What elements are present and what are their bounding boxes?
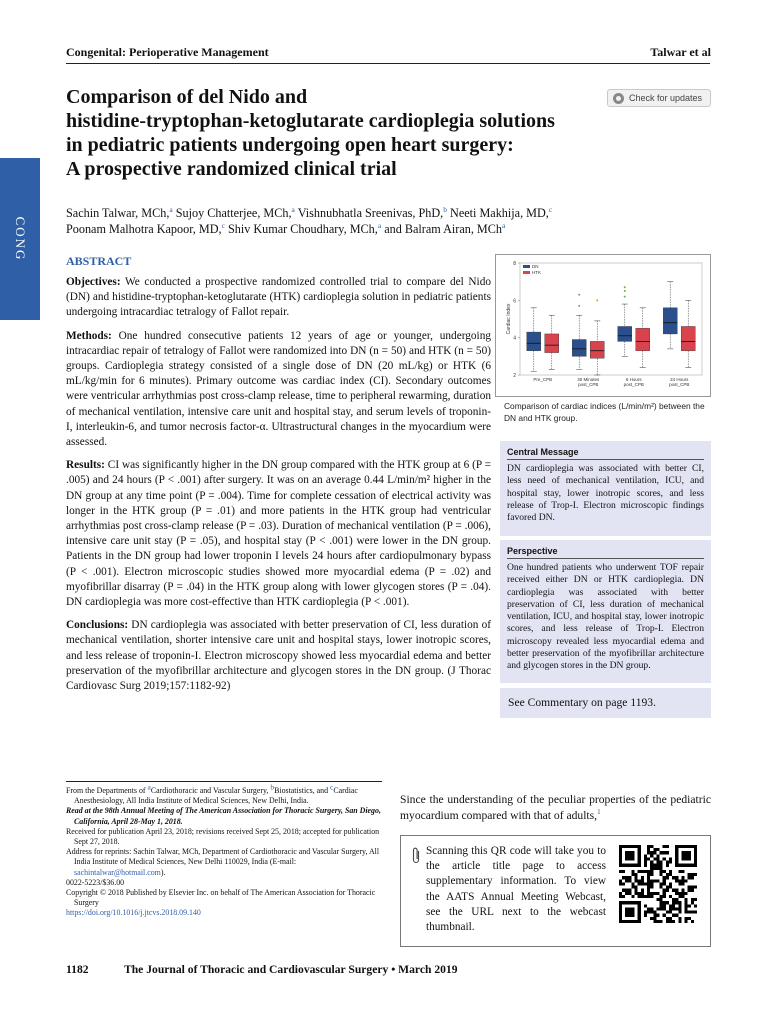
affiliation-mark: a bbox=[291, 204, 295, 214]
journal-footer: The Journal of Thoracic and Cardiovascular Surgery • March 2019 bbox=[124, 963, 458, 976]
box-htk bbox=[681, 326, 695, 350]
check-updates-icon bbox=[613, 93, 624, 104]
box-dn bbox=[663, 308, 677, 334]
section-side-tab bbox=[0, 158, 40, 320]
abstract-objectives: Objectives: We conducted a prospective randomized controlled trial to compare del Nido (DN) and histidine-tryptophan-ketoglutarate (HTK) cardioplegia solution in pediatric patients undergoing intracardiac tetralogy of Fallot repair. bbox=[66, 276, 491, 319]
check-for-updates-button[interactable] bbox=[607, 89, 711, 107]
box-plot bbox=[496, 255, 710, 396]
title-line: in pediatric patients undergoing open heart surgery: bbox=[66, 134, 514, 156]
header-rule bbox=[66, 63, 710, 64]
affiliation-mark: a bbox=[169, 204, 173, 214]
cardiac-index-chart bbox=[495, 254, 711, 397]
author: Vishnubhatla Sreenivas, PhD, bbox=[297, 206, 444, 220]
article-title bbox=[66, 85, 586, 181]
reference-mark[interactable]: 1 bbox=[597, 806, 601, 816]
y-axis-label: Cardiac Index bbox=[506, 303, 512, 335]
footnote-rule bbox=[66, 781, 382, 782]
commentary-link[interactable]: See Commentary on page 1193. bbox=[500, 688, 711, 718]
box-dn bbox=[527, 332, 541, 351]
affiliations-note: From the Departments of $^a$Cardiothoracic and Vascular Surgery, $^b$Biostatistics, and $^c$Cardiac Anesthesiology, All India Institute of Medical Sciences, New Delhi, India. bbox=[66, 782, 358, 806]
figure-caption: Comparison of cardiac indices (L/min/m²) between the DN and HTK group. bbox=[504, 401, 705, 423]
copyright-note: Copyright © 2018 Published by Elsevier Inc. on behalf of The American Association for Thoracic Surgery bbox=[66, 888, 376, 908]
qr-code-icon[interactable] bbox=[619, 845, 697, 923]
outlier-point bbox=[624, 296, 626, 298]
author-line-1 bbox=[66, 205, 706, 221]
qr-code-text: Scanning this QR code will take you to the article title page to access supplementary information. To view the AATS Annual Meeting Webcast, see the URL next to the webcast thumbnail. bbox=[426, 845, 606, 934]
affiliation-mark: a bbox=[377, 220, 382, 230]
x-tick-label: 6 Hours bbox=[625, 377, 642, 382]
legend-swatch bbox=[523, 265, 530, 268]
title-line: histidine-tryptophan-ketoglutarate cardioplegia solutions bbox=[66, 110, 555, 132]
received-note: Received for publication April 23, 2018; revisions received Sept 25, 2018; accepted for publication Sept 27, 2018. bbox=[66, 826, 380, 847]
side-tab-label: CONG bbox=[13, 216, 28, 262]
affiliation-mark: c bbox=[221, 220, 225, 230]
x-tick-label: 24 Hours bbox=[670, 377, 689, 382]
legend-label: HTK bbox=[532, 270, 541, 275]
x-tick-label: post_CPB bbox=[578, 382, 599, 387]
box-htk bbox=[590, 341, 604, 358]
author-line-2 bbox=[66, 221, 706, 237]
outlier-point bbox=[578, 305, 580, 307]
box-htk bbox=[636, 328, 650, 350]
affiliation-mark: a bbox=[502, 220, 506, 230]
outlier-point bbox=[624, 286, 626, 288]
x-tick-label: post_CPB bbox=[669, 382, 690, 387]
box-dn bbox=[572, 340, 586, 357]
author: Sujoy Chatterjee, MCh, bbox=[175, 206, 292, 220]
page-number: 1182 bbox=[66, 963, 89, 976]
box-dn bbox=[618, 326, 632, 341]
central-message-title: Central Message bbox=[507, 447, 704, 460]
y-tick-label: 8 bbox=[513, 261, 516, 267]
x-tick-label: 30 Minutes bbox=[577, 377, 600, 382]
title-line: Comparison of del Nido and bbox=[66, 86, 308, 108]
section-header: Congenital: Perioperative Management bbox=[66, 45, 269, 59]
email-link[interactable]: sachintalwar@hotmail.com bbox=[74, 867, 161, 877]
abstract-methods: Methods: One hundred consecutive patients 12 years of age or younger, undergoing intracardiac repair of tetralogy of Fallot were randomized into DN (n = 50) and HTK (n = 50) groups. Cardioplegia strategy consisted of a single dose of DN (20 mL/kg) or HTK (6 mL/kg/min for 6 minutes). Primary outcome was cardiac index (CI). Secondary outcomes were ventricular arrhythmias post cross-clamp release, time to peripheral rewarming, duration of mechanical ventilation, intensive care unit and hospital stay, and serum levels of troponin-I, interleukin-6, and tumor necrosis factor-α. Ultrastructural changes in the myocardium were assessed. bbox=[66, 329, 491, 449]
body-text: Since the understanding of the peculiar properties of the pediatric myocardium compared with that of adults,$^1$ bbox=[400, 793, 711, 822]
outlier-point bbox=[596, 299, 598, 301]
perspective-title: Perspective bbox=[507, 546, 704, 559]
perspective-body: One hundred patients who underwent TOF repair received either DN or HTK cardioplegia. DN cardioplegia was associated with better preservation of CI, less duration of mechanical ventilation, ICU, and hospital stay, lower inotropic scores, and less release of Trop-I. Electron microscopy revealed less myocardial edema and better preservation of the myofibrillar architecture and glycogen stores in the DN group. bbox=[507, 562, 704, 672]
address-note: Address for reprints: Sachin Talwar, MCh, Department of Cardiothoracic and Vascular Surgery, All India Institute of Medical Sciences, New Delhi 110029, India (E-mail: sachintalwar@hotmail.com). bbox=[66, 847, 380, 877]
author: Poonam Malhotra Kapoor, MD, bbox=[66, 222, 222, 236]
read-at-note: Read at the 98th Annual Meeting of The American Association for Thoracic Surgery, San Diego, California, April 28-May 1, 2018. bbox=[66, 806, 381, 826]
abstract-body bbox=[66, 275, 491, 702]
issn-note: 0022-5223/$36.00 bbox=[66, 877, 125, 887]
abstract-conclusions: Conclusions: DN cardioplegia was associated with better preservation of CI, less duration of mechanical ventilation, shorter intensive care unit and hospital stays, lower inotropic scores, and less release of troponin-I. Electron microscopy showed less myocardial edema and better preservation of the myofibrillar architecture and glycogen stores in the DN group. (J Thorac Cardiovasc Surg 2019;157:1182-92) bbox=[66, 619, 491, 693]
perspective-box bbox=[500, 540, 711, 683]
x-tick-label: post_CPB bbox=[623, 382, 644, 387]
outlier-point bbox=[578, 294, 580, 296]
doi-link[interactable]: https://doi.org/10.1016/j.jtcvs.2018.09.140 bbox=[66, 908, 201, 918]
x-tick-label: Pre_CPB bbox=[533, 377, 553, 382]
author: and Balram Airan, MCh bbox=[384, 222, 502, 236]
author: Sachin Talwar, MCh, bbox=[66, 206, 170, 220]
paperclip-icon bbox=[410, 846, 422, 866]
central-message-box bbox=[500, 441, 711, 536]
check-updates-label: Check for updates bbox=[629, 93, 703, 103]
author: Neeti Makhija, MD, bbox=[450, 206, 549, 220]
abstract-results: Results: CI was significantly higher in the DN group compared with the HTK group at 6 (P = .005) and 24 hours (P < .001) after surgery. It was on an average 0.44 L/min/m² higher in the DN group at any time point (P = .004). Time for complete cessation of electrical activity was longer in the HTK group (P = .01) and more patients in the HTK group had ventricular arrhythmias post cross-clamp release (P = .03). Duration of mechanical ventilation (P = .006), intensive care unit stay (P = .05), and hospital stay (P < .001) were lower in the DN group. Patients in the DN group had lower troponin I levels 24 hours after cardiopulmonary bypass (P < .001). Electron microscopic studies showed more myocardial edema (P = .02) and myofibrillar disarray (P = .04) in the HTK group along with lower glycogen stores (P = .04). DN cardioplegia was more cost-effective than HTK cardioplegia (P < .001). bbox=[66, 459, 491, 609]
author-list bbox=[66, 205, 706, 237]
footnotes bbox=[66, 782, 382, 919]
y-tick-label: 6 bbox=[513, 298, 516, 305]
author: Shiv Kumar Choudhary, MCh, bbox=[227, 222, 378, 236]
central-message-body: DN cardioplegia was associated with better CI, less need of mechanical ventilation, ICU, and hospital stay, lower inotropic scores, and less release of Trop-I. Electron microscopic findings favored DN. bbox=[507, 463, 704, 524]
abstract-heading: ABSTRACT bbox=[66, 254, 132, 268]
outlier-point bbox=[624, 290, 626, 292]
running-author: Talwar et al bbox=[650, 45, 711, 59]
affiliation-mark: b bbox=[443, 204, 447, 214]
affiliation-mark: c bbox=[548, 204, 553, 214]
y-tick-label: 2 bbox=[513, 373, 516, 379]
box-htk bbox=[545, 334, 559, 353]
legend-swatch bbox=[523, 271, 530, 274]
y-tick-label: 4 bbox=[513, 335, 516, 342]
title-line: A prospective randomized clinical trial bbox=[66, 158, 397, 180]
legend-label: DN bbox=[532, 264, 539, 269]
